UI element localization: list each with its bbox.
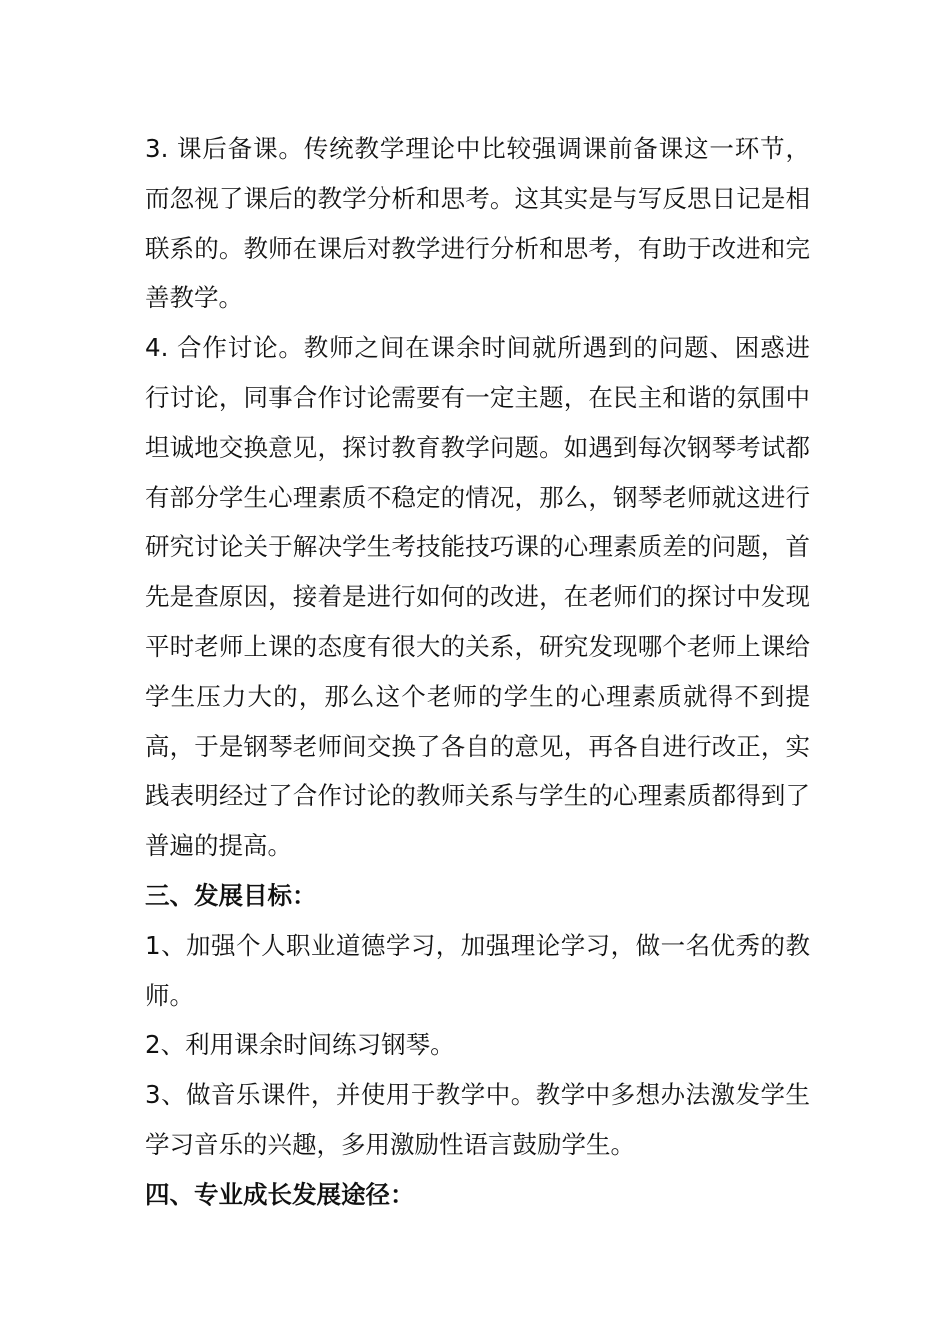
heading-growth-paths: 四、专业成长发展途径： <box>145 1179 415 1209</box>
paragraph-cooperative-discussion: 4. 合作讨论。教师之间在课余时间就所遇到的问题、困惑进行讨论，同事合作讨论需要有一定主题，在民主和谐的氛围中坦诚地交换意见，探讨教育教学问题。如遇到每次钢琴考试都有部分学生心理素质不稳定的情况，那么，钢琴老师就这进行研究讨论关于解决学生考技能技巧课的心理素质差的问题，首先是查原因，接着是进行如何的改进，在老师们的探讨中发现平时老师上课的态度有很大的关系，研究发现哪个老师上课给学生压力大的，那么这个老师的学生的心理素质就得不到提高，于是钢琴老师间交换了各自的意见，再各自进行改正，实践表明经过了合作讨论的教师关系与学生的心理素质都得到了普遍的提高。 <box>145 333 810 861</box>
paragraph-after-class-preparation: 3. 课后备课。传统教学理论中比较强调课前备课这一环节，而忽视了课后的教学分析和思考。这其实是与写反思日记是相联系的。教师在课后对教学进行分析和思考，有助于改进和完善教学。 <box>145 134 810 313</box>
goal-item-3: 3、做音乐课件，并使用于教学中。教学中多想办法激发学生学习音乐的兴趣，多用激励性语言鼓励学生。 <box>145 1080 810 1159</box>
document-body <box>145 124 810 1220</box>
heading-development-goals: 三、发展目标： <box>145 880 317 910</box>
goal-item-2: 2、利用课余时间练习钢琴。 <box>145 1030 455 1060</box>
goal-item-1: 1、加强个人职业道德学习，加强理论学习，做一名优秀的教师。 <box>145 930 810 1010</box>
